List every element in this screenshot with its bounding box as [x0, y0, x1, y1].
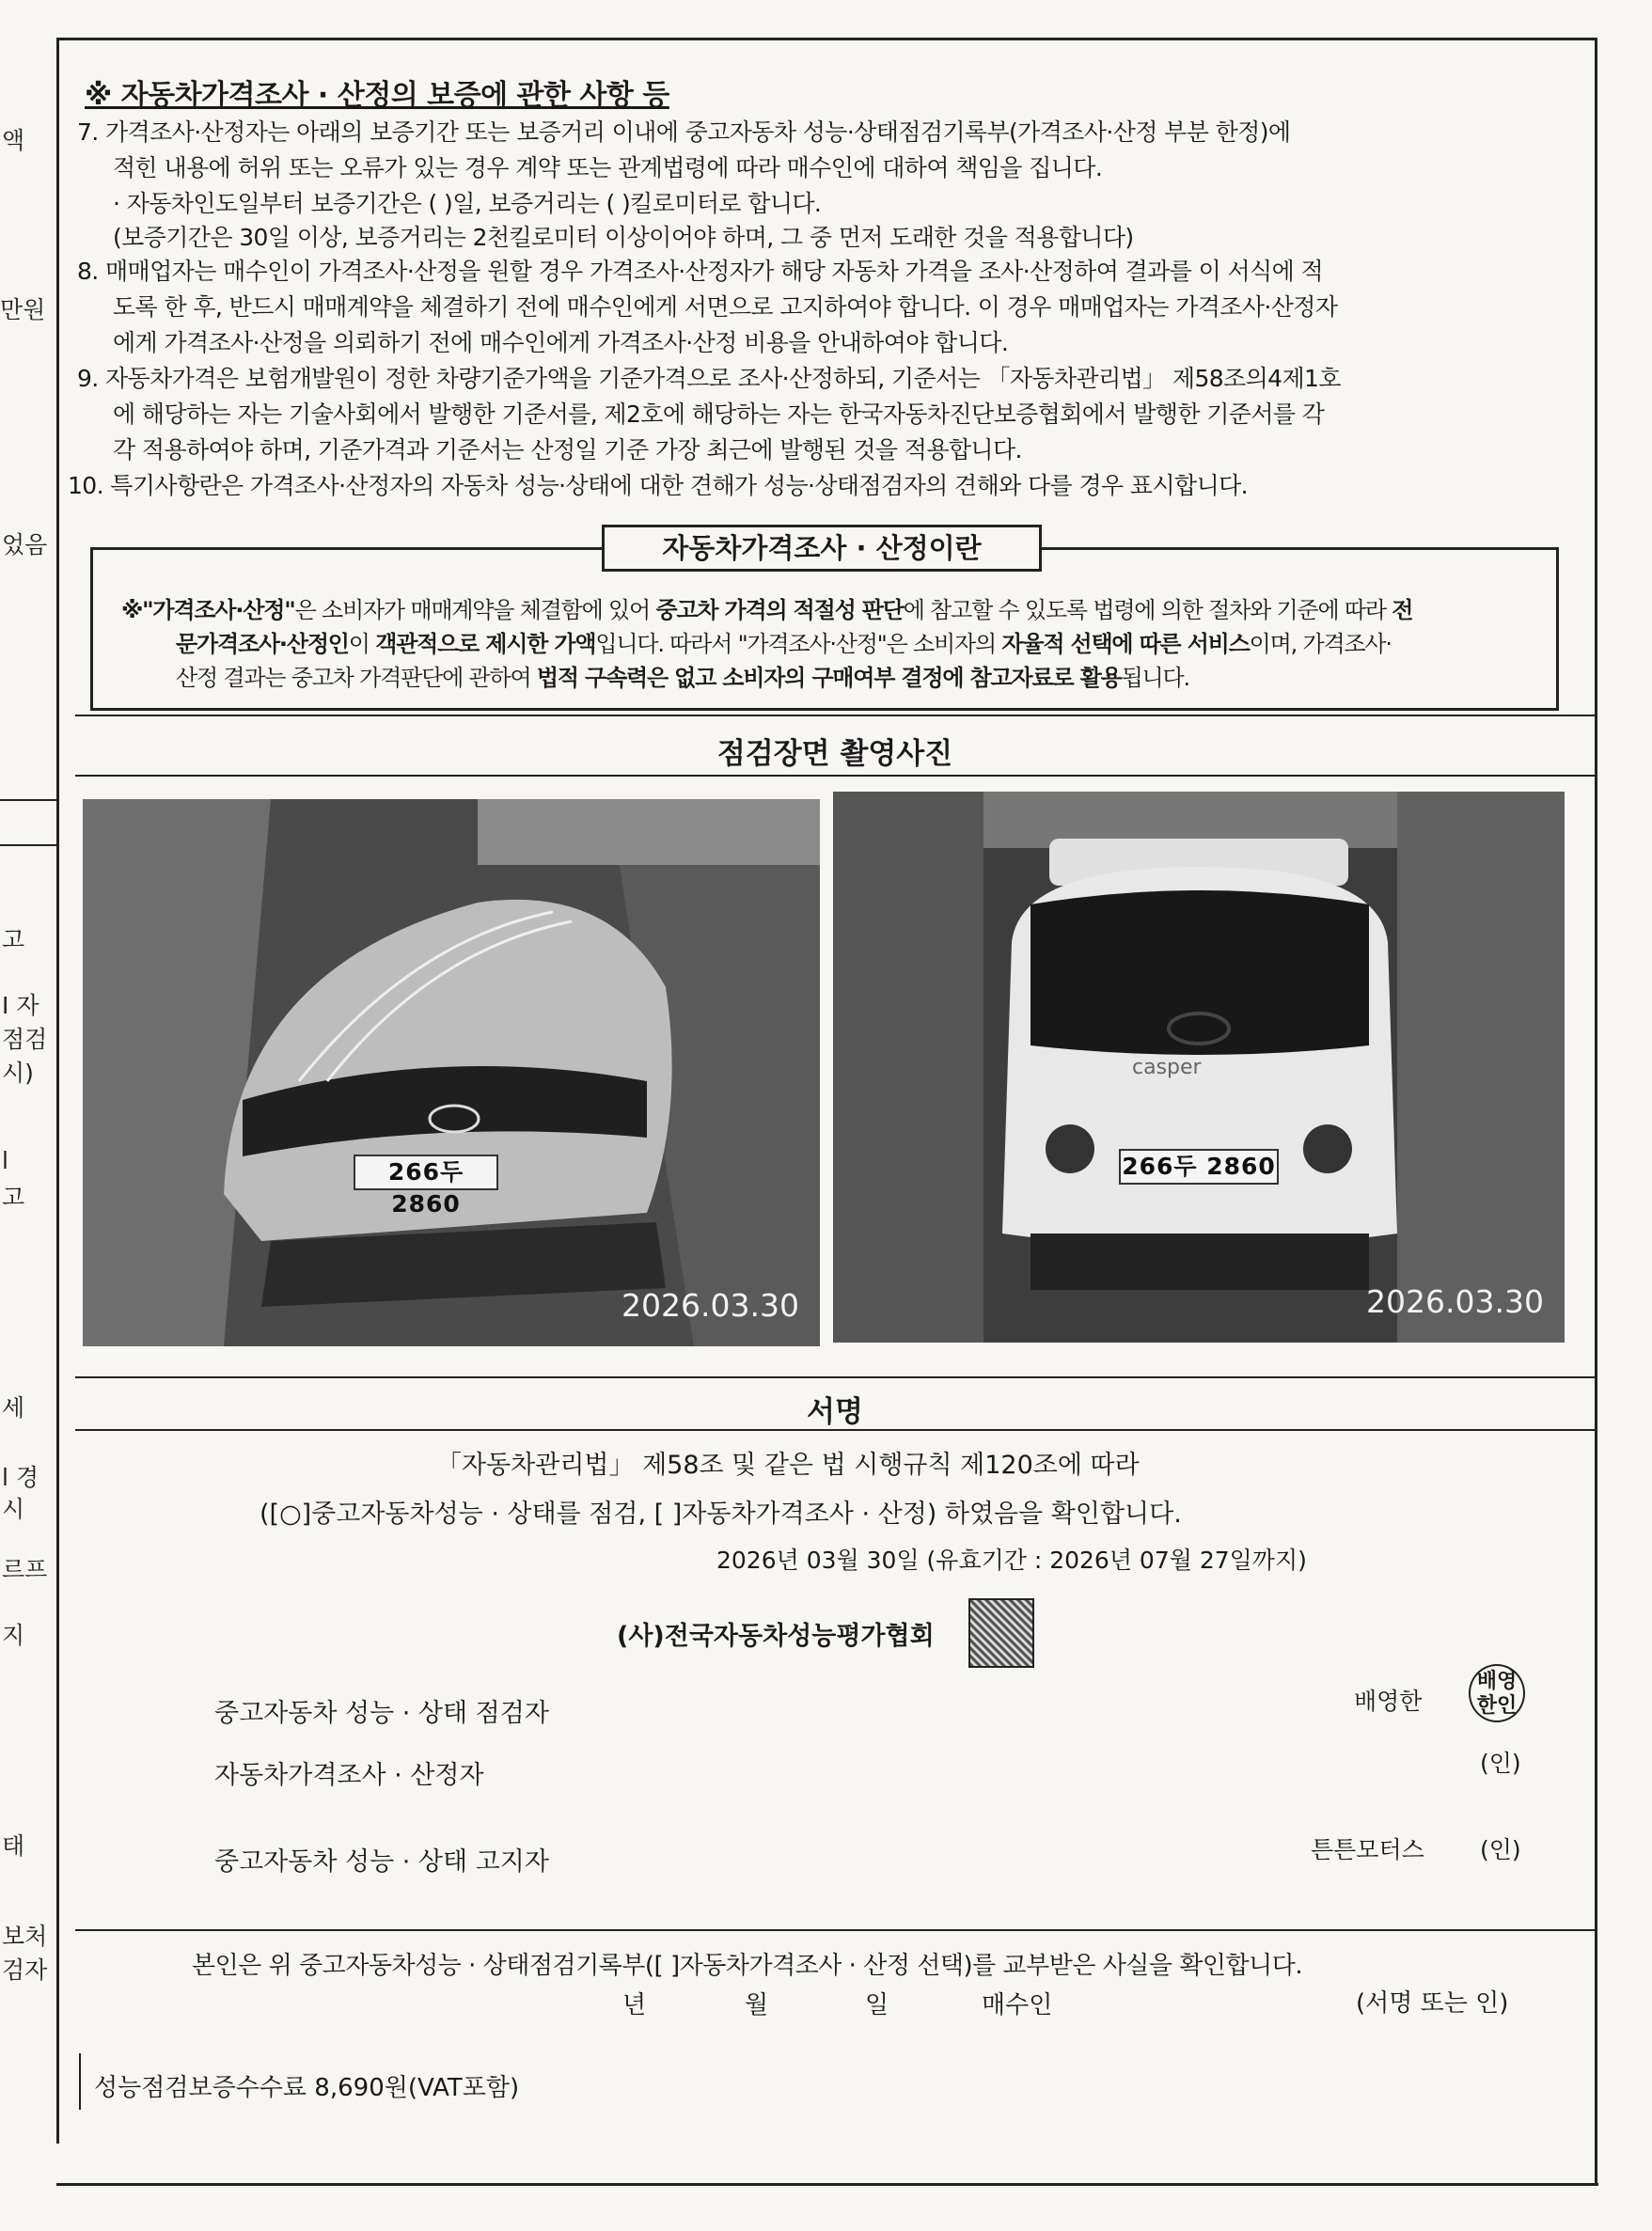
- receipt-day: 일: [865, 1991, 889, 2019]
- rear-inspection-photo: [833, 792, 1565, 1343]
- warranty-line: 각 적용하여야 하며, 기준가격과 기준서는 산정일 기준 가장 최근에 발행된 것을 적용합니다.: [113, 436, 1022, 463]
- left-fragment: l: [2, 1147, 8, 1174]
- front-car-image: [83, 799, 820, 1346]
- rear-license-plate: 266두 2860: [1119, 1149, 1279, 1185]
- left-fragment: 고: [2, 926, 25, 953]
- notifier-name: 튼튼모터스: [1311, 1836, 1424, 1863]
- left-fragment: 지: [2, 1622, 25, 1649]
- warranty-section-title: ※ 자동차가격조사 · 산정의 보증에 관한 사항 등: [85, 79, 669, 112]
- left-fragment: 었음: [2, 531, 48, 558]
- bottom-border: [56, 2183, 1598, 2186]
- signature-date-line: 2026년 03월 30일 (유효기간 : 2026년 07월 27일까지): [716, 1547, 1307, 1574]
- association-name: (사)전국자동차성능평가협회: [617, 1622, 935, 1651]
- association-stamp: [968, 1598, 1034, 1668]
- receipt-year: 년: [622, 1991, 647, 2019]
- definition-box: [90, 547, 1559, 711]
- left-fragment: 검자: [2, 1956, 48, 1984]
- left-column-fragment: [0, 38, 59, 2144]
- warranty-line: 적힌 내용에 허위 또는 오류가 있는 경우 계약 또는 관계법령에 따라 매수인에 대하여 책임을 집니다.: [113, 154, 1103, 181]
- front-photo-date: 2026.03.30: [621, 1287, 799, 1324]
- definition-line-2: 문가격조사·산정인이 객관적으로 제시한 가액입니다. 따라서 "가격조사·산정"은 소비자의 자율적 선택에 따른 서비스이며, 가격조사·: [176, 631, 1392, 657]
- left-fragment: l 경: [2, 1464, 39, 1491]
- receipt-statement: 본인은 위 중고자동차성능 · 상태점검기록부([ ]자동차가격조사 · 산정 선택)를 교부받은 사실을 확인합니다.: [192, 1952, 1303, 1980]
- inspector-name: 배영한: [1354, 1688, 1423, 1715]
- buyer-signature-field: (서명 또는 인): [1356, 1989, 1509, 2018]
- front-license-plate: 266두 2860: [354, 1155, 498, 1190]
- buyer-label: 매수인: [982, 1991, 1053, 2019]
- inspection-fee: 성능점검보증수수료 8,690원(VAT포함): [94, 2074, 520, 2102]
- left-fragment: 만원: [0, 296, 46, 323]
- left-fragment: 보처: [2, 1923, 48, 1950]
- left-fragment: 시: [2, 1496, 25, 1523]
- left-fragment: 고: [2, 1184, 25, 1211]
- confirmation-line: ([○]중고자동차성능 · 상태를 점검, [ ]자동차가격조사 · 산정) 하였음을 확인합니다.: [260, 1500, 1182, 1529]
- warranty-line: 도록 한 후, 반드시 매매계약을 체결하기 전에 매수인에게 서면으로 고지하여야 합니다. 이 경우 매매업자는 가격조사·산정자: [113, 293, 1338, 321]
- warranty-line: · 자동차인도일부터 보증기간은 ( )일, 보증거리는 ( )킬로미터로 합니다.: [113, 190, 822, 217]
- warranty-line: 8. 매매업자는 매수인이 가격조사·산정을 원할 경우 가격조사·산정자가 해당 자동차 가격을 조사·산정하여 결과를 이 서식에 적: [77, 258, 1324, 285]
- photos-title: 점검장면 촬영사진: [716, 737, 953, 771]
- warranty-line: 에게 가격조사·산정을 의뢰하기 전에 매수인에게 가격조사·산정 비용을 안내하여야 합니다.: [113, 329, 1009, 356]
- notifier-label: 중고자동차 성능 · 상태 고지자: [214, 1847, 549, 1877]
- law-reference-line: 「자동차관리법」 제58조 및 같은 법 시행규칙 제120조에 따라: [436, 1451, 1140, 1480]
- left-fragment: I 자: [2, 992, 39, 1019]
- left-fragment: 점검: [2, 1026, 48, 1053]
- left-fragment: 태: [2, 1832, 25, 1860]
- definition-line-1: ※"가격조사·산정"은 소비자가 매매계약을 체결함에 있어 중고차 가격의 적절성 판단에 참고할 수 있도록 법령에 의한 절차와 기준에 따라 전: [121, 597, 1413, 623]
- appraiser-seal: (인): [1480, 1750, 1521, 1777]
- front-inspection-photo: [83, 799, 820, 1346]
- warranty-line: 7. 가격조사·산정자는 아래의 보증기간 또는 보증거리 이내에 중고자동차 성능·상태점검기록부(가격조사·산정 부분 한정)에: [77, 118, 1291, 146]
- left-fragment: 세: [2, 1394, 25, 1422]
- left-fragment: 액: [2, 127, 25, 154]
- definition-title: 자동차가격조사 · 산정이란: [602, 525, 1042, 572]
- warranty-line: (보증기간은 30일 이상, 보증거리는 2천킬로미터 이상이어야 하며, 그 중 먼저 도래한 것을 적용합니다): [113, 224, 1134, 251]
- casper-badge: casper: [1132, 1056, 1202, 1079]
- left-fragment: 르프: [2, 1556, 48, 1583]
- left-fragment: 시): [2, 1060, 34, 1087]
- definition-line-3: 산정 결과는 중고차 가격판단에 관하여 법적 구속력은 없고 소비자의 구매여부 결정에 참고자료로 활용됩니다.: [176, 665, 1189, 691]
- notifier-seal: (인): [1480, 1836, 1521, 1863]
- warranty-line: 9. 자동차가격은 보험개발원이 정한 차량기준가액을 기준가격으로 조사·산정하되, 기준서는 「자동차관리법」 제58조의4제1호: [77, 365, 1341, 392]
- rear-car-image: [833, 792, 1565, 1343]
- warranty-line: 에 해당하는 자는 기술사회에서 발행한 기준서를, 제2호에 해당하는 자는 한국자동차진단보증협회에서 발행한 기준서를 각: [113, 401, 1325, 428]
- appraiser-label: 자동차가격조사 · 산정자: [214, 1761, 484, 1790]
- inspector-label: 중고자동차 성능 · 상태 점검자: [214, 1699, 549, 1728]
- receipt-month: 월: [745, 1991, 769, 2019]
- signature-title: 서명: [807, 1395, 863, 1429]
- warranty-line: 10. 특기사항란은 가격조사·산정자의 자동차 성능·상태에 대한 견해가 성능·상태점검자의 견해와 다를 경우 표시합니다.: [68, 472, 1249, 499]
- rear-photo-date: 2026.03.30: [1366, 1283, 1544, 1320]
- inspector-seal: 배영한인: [1469, 1664, 1525, 1722]
